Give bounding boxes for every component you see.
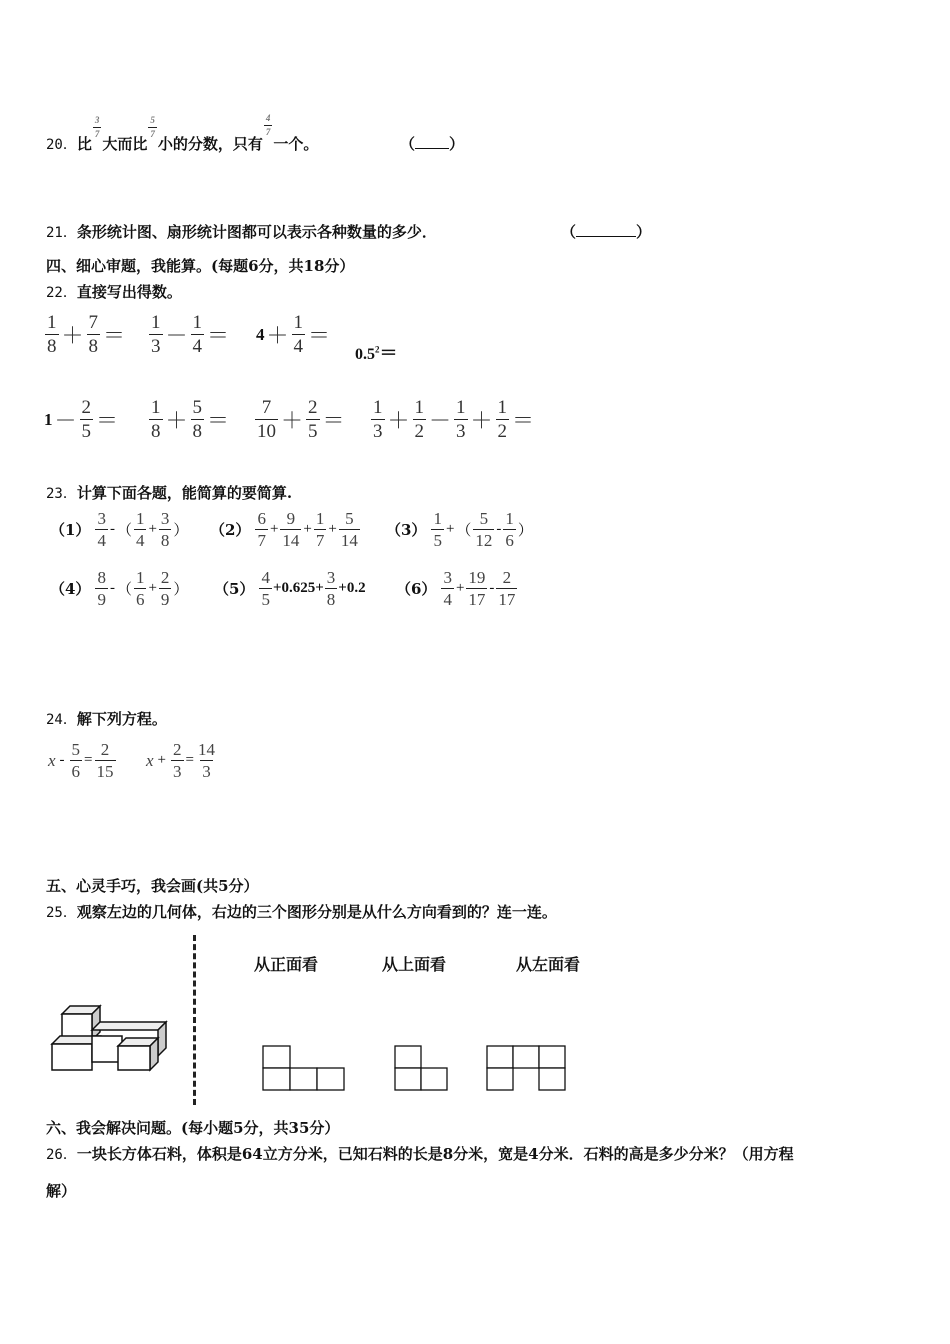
calc-1: （1） $\frac{3}{4}$ - （ $\frac{1}{4}$ + $\frac{3}{8}$ ） [50,509,189,550]
equation-1: x - $\frac{5}{6}$ = $\frac{2}{15}$ [48,740,114,781]
view-label-front: 从正面看 [254,955,319,974]
view-shape-2[interactable] [394,1045,452,1093]
cube-solid-figure [48,1000,168,1078]
mental-calc-5: 1 － $\frac{2}{5}$ ＝ [44,397,119,442]
question-23: 23．计算下面各题，能简算的要简算. [46,484,293,502]
question-21: 21．条形统计图、扇形统计图都可以表示各种数量的多少． [46,223,437,241]
question-24: 24．解下列方程。 [46,710,167,728]
question-22: 22．直接写出得数。 [46,283,182,301]
calc-5: （5） $\frac{4}{5}$ +0.625+ $\frac{3}{8}$ +0.2 [214,568,366,609]
mental-calc-2: $\frac{1}{3}$ － $\frac{1}{4}$ ＝ [151,312,230,357]
mental-calc-8: $\frac{1}{3}$ ＋ $\frac{1}{2}$ － $\frac{1}{3}$ ＋ $\frac{1}{2}$ ＝ [373,397,535,442]
calc-3: （3） $\frac{1}{5}$ + （ $\frac{5}{12}$ - $\frac{1}{6}$ ） [386,509,533,550]
question-26: 26．一块长方体石料，体积是64立方分米，已知石料的长是8分米，宽是4分米．石料的高是多少分米？（用方程 [46,1145,794,1163]
equation-2: x + $\frac{2}{3}$ = $\frac{14}{3}$ [146,740,215,781]
view-label-left: 从左面看 [516,955,581,974]
view-shape-1[interactable] [262,1045,346,1093]
fraction-4-7: $\frac{4}{7}$ [265,113,271,137]
mental-calc-1: $\frac{1}{8}$ ＋ $\frac{7}{8}$ ＝ [47,312,126,357]
fraction-5-7: $\frac{5}{7}$ [150,115,155,139]
view-label-top: 从上面看 [382,955,447,974]
answer-blank-21[interactable]: （ ） [561,223,652,241]
view-shape-3[interactable] [486,1045,570,1093]
calc-4: （4） $\frac{8}{9}$ - （ $\frac{1}{6}$ + $\frac{2}{9}$ ） [50,568,189,609]
mental-calc-3: 4 ＋ $\frac{1}{4}$ ＝ [256,312,331,357]
answer-blank-20[interactable]: （ ） [400,135,465,153]
question-number: 20． [46,137,77,153]
dashed-divider [193,935,196,1105]
section-6-title: 六、我会解决问题。(每小题5分，共35分） [46,1119,340,1137]
calc-2: （2） $\frac{6}{7}$ + $\frac{9}{14}$ + $\frac{1}{7}$ + $\frac{5}{14}$ [210,509,358,550]
section-4-title: 四、细心审题，我能算。(每题6分，共18分） [46,257,355,275]
mental-calc-6: $\frac{1}{8}$ ＋ $\frac{5}{8}$ ＝ [151,397,230,442]
fraction-3-7: $\frac{3}{7}$ [94,115,100,139]
mental-calc-4: $0.5^2=$ [355,343,398,363]
question-20: 20．比 $\frac{3}{7}$ 大而比 $\frac{5}{7}$ 小的分数，只有 $\frac{4}{7}$ 一个。 [46,113,319,153]
section-5-title: 五、心灵手巧，我会画(共5分） [46,877,259,895]
calc-6: （6） $\frac{3}{4}$ + $\frac{19}{17}$ - $\frac{2}{17}$ [396,568,516,609]
question-25: 25．观察左边的几何体，右边的三个图形分别是从什么方向看到的？连一连。 [46,903,557,921]
question-number: 21． [46,225,77,241]
question-26-cont: 解） [46,1182,77,1200]
mental-calc-7: $\frac{7}{10}$ ＋ $\frac{2}{5}$ ＝ [257,397,345,442]
